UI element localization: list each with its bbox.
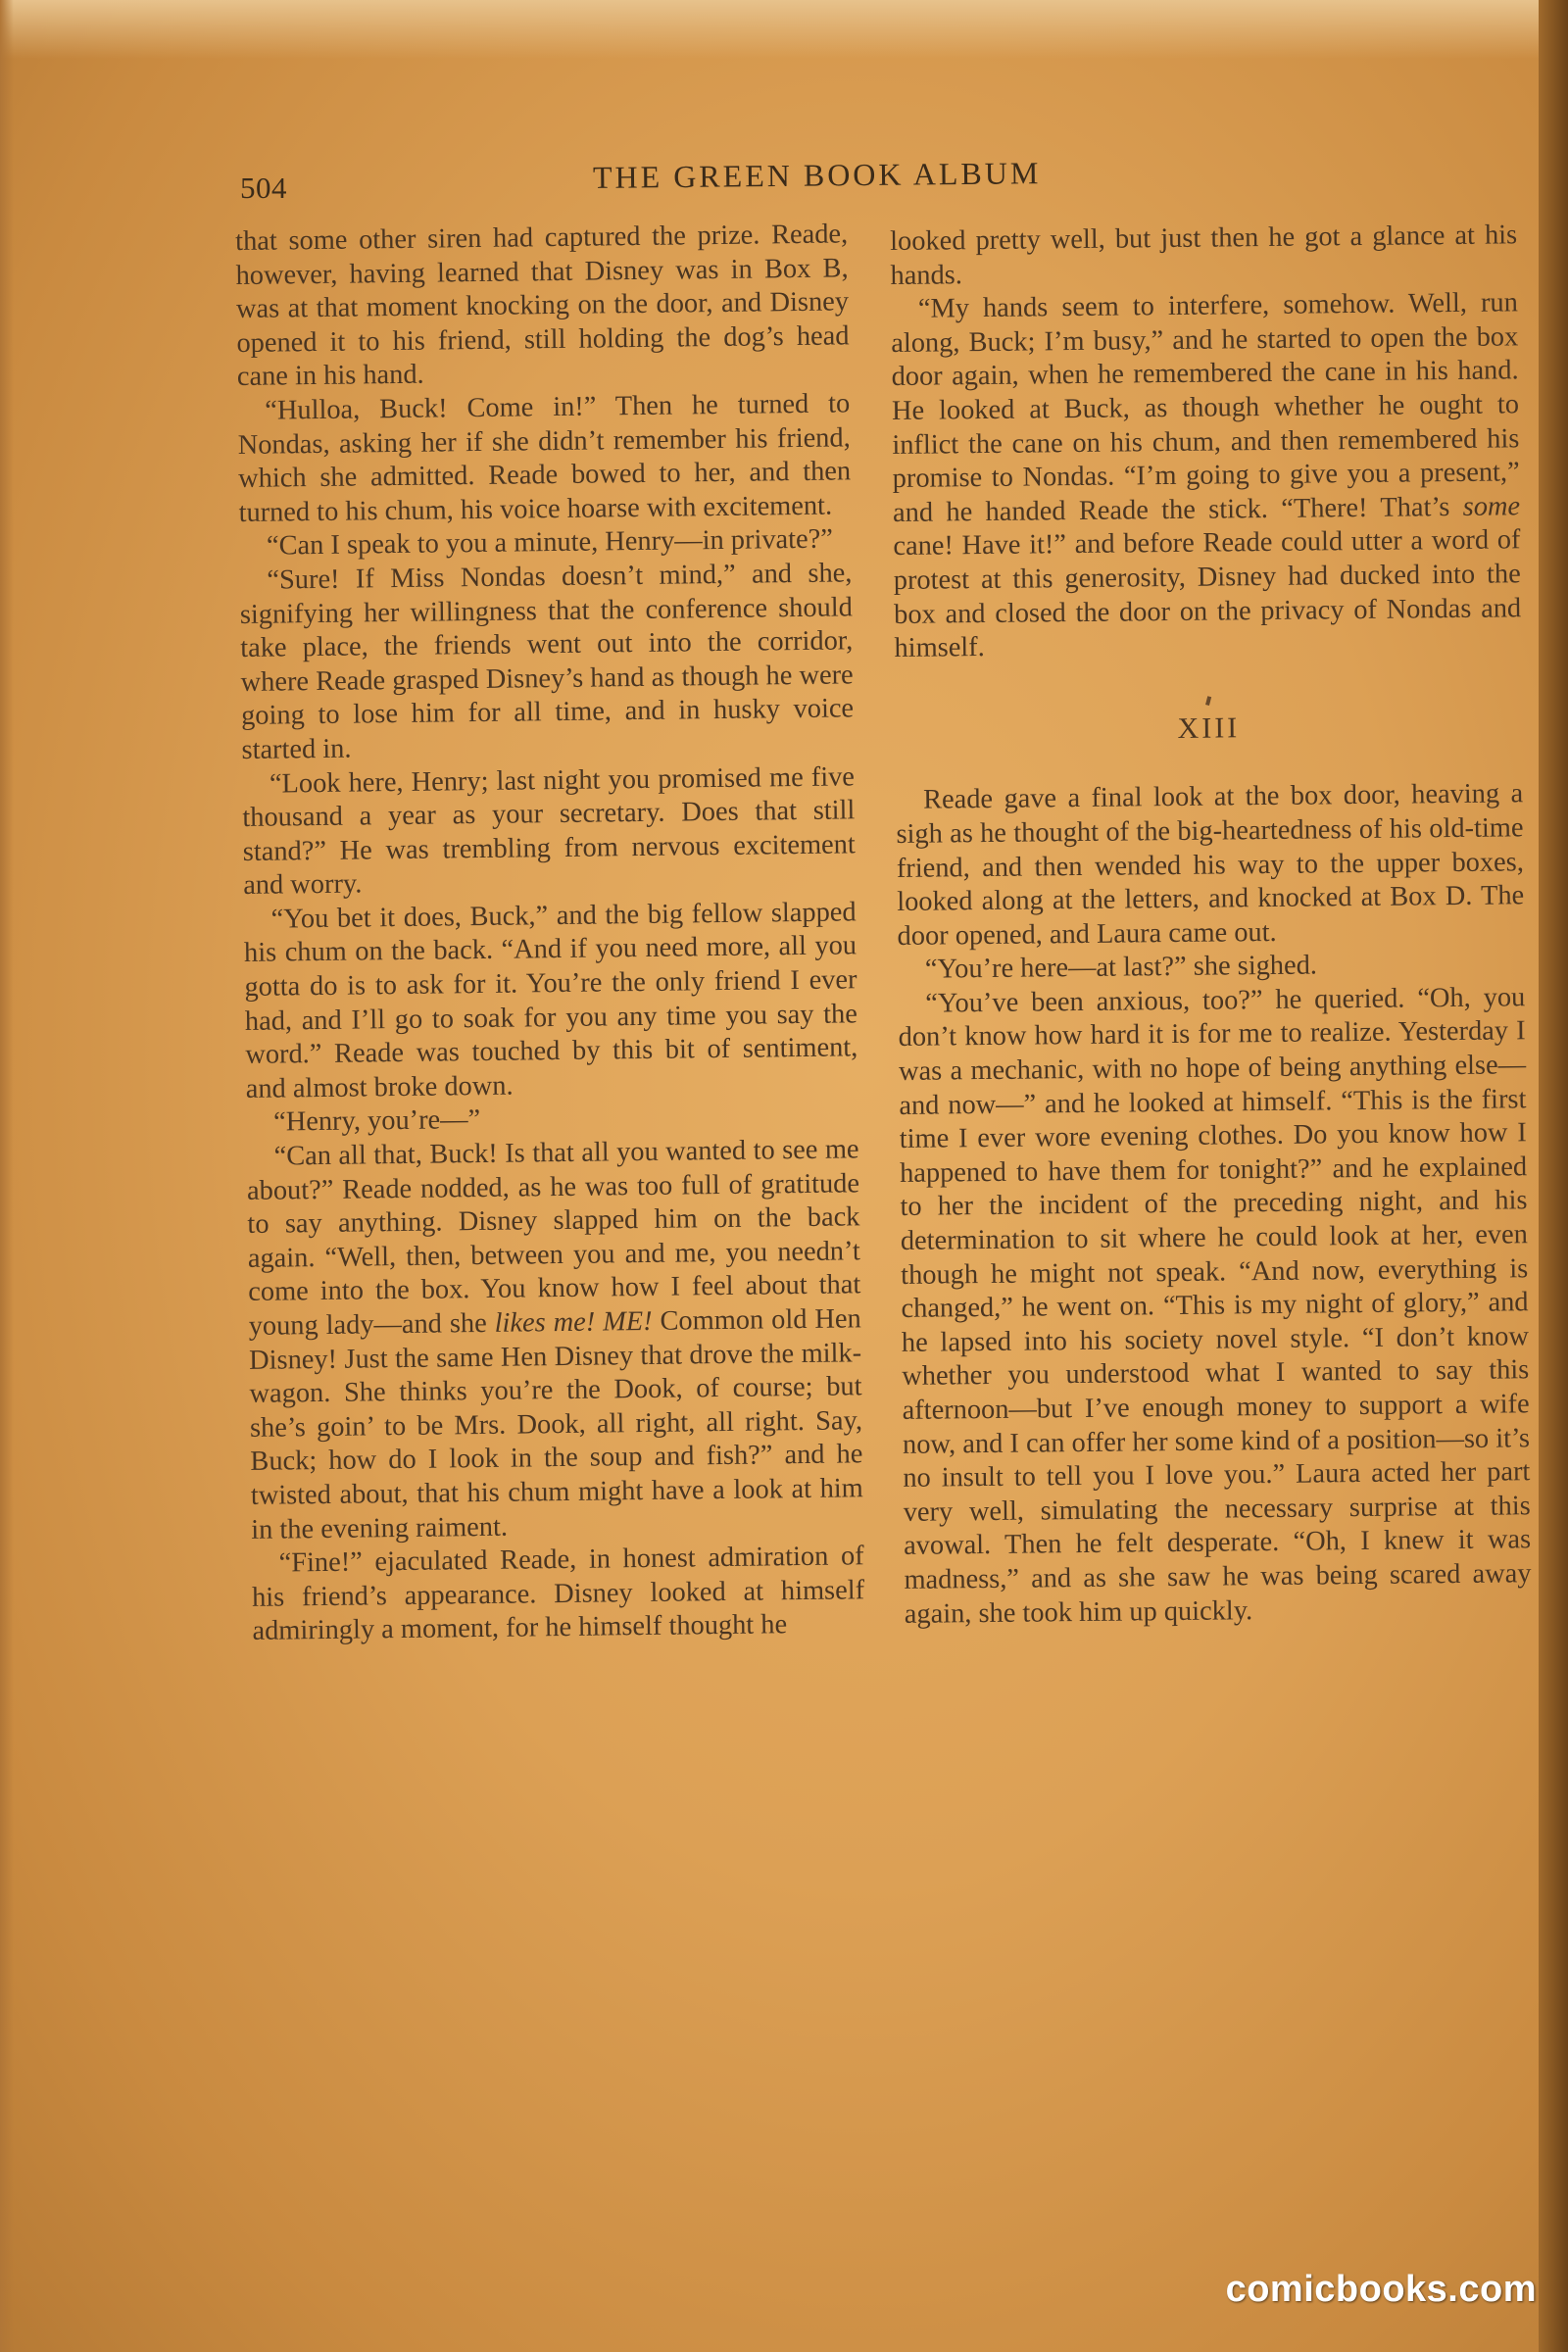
ink-mark (895, 677, 1522, 694)
text-run: cane! Have it!” and before Reade could utter a word of protest at this generosity, Disney had ducked into the box and closed the door on the privacy of Nondas and himself. (893, 524, 1522, 664)
emphasized-text: some (1462, 491, 1521, 522)
paragraph: “Sure! If Miss Nondas doesn’t mind,” and she, signifying her willingness that the conference should take place, the friends went out into the corridor, where Reade grasped Disney’s hand as though he were going to lose him for all time, and in husky voice started in. (239, 558, 855, 765)
paragraph (246, 1133, 863, 1547)
ink-speck (1205, 696, 1211, 706)
paragraph: “Henry, you’re—” (272, 1104, 481, 1139)
section-heading: XIII (1177, 711, 1241, 745)
running-head: THE GREEN BOOK ALBUM (592, 155, 1042, 195)
paragraph (891, 286, 1522, 665)
site-watermark: comicbooks.com (1225, 2269, 1537, 2310)
page-edge-shadow (0, 0, 14, 2352)
text-run: Common old Hen Disney! Just the same Hen Disney that drove the milk-wagon. She thinks you’re the Dook, of course; but she’s goin’ to be Mrs. Dook, all right, all right. Say, Buck; how do I look in the soup and fish?” and he twisted about, that his chum might have a look at him in the evening raiment. (248, 1303, 863, 1545)
left-column (235, 218, 865, 1648)
emphasized-text: likes me! ME! (494, 1305, 653, 1339)
paragraph: looked pretty well, but just then he got a glance at his hands. (890, 220, 1518, 291)
paragraph: “Fine!” ejaculated Reade, in honest admiration of his friend’s appearance. Disney looked at himself admiringly a moment, for he himself thought he (251, 1541, 865, 1647)
paragraph: “Can I speak to you a minute, Henry—in private?” (266, 523, 834, 562)
paragraph: that some other siren had captured the prize. Reade, however, having learned that Disney was in Box B, was at that moment knocking on the door, and Disney opened it to his friend, still holding the dog’s head cane in his hand. (235, 219, 850, 393)
text-run: “My hands seem to interfere, somehow. Well, run along, Buck; I’m busy,” and he started to open the box door again, when he remembered the cane in his hand. He looked at Buck, as though whether he ought to inflict the cane on his chum, and then remembered his promise to Nondas. “I’m going to give you a present,” and he handed Reade the stick. “There! That’s (891, 287, 1520, 528)
paragraph: Reade gave a final look at the box door, heaving a sigh as he thought of the big-heartedness of his old-time friend, and then wended his way to the upper boxes, looked along at the letters, and knocked at Box D. The door opened, and Laura came out. (896, 778, 1525, 952)
right-column (890, 219, 1532, 1632)
paragraph: “You bet it does, Buck,” and the big fellow slapped his chum on the back. “And if you need more, all you gotta do is to ask for it. You’re the only friend I ever had, and I’ll go to soak for you any time you say the word.” Reade was touched by this bit of sentiment, and almost broke down. (243, 897, 858, 1104)
text-run: “Can all that, Buck! Is that all you wanted to see me about?” Reade nodded, as he was too full of gratitude to say anything. Disney slapped him on the back again. “Well, then, between you and me, you needn’t come into the box. You know how I feel about that young lady—and she (246, 1134, 861, 1342)
paragraph: “Look here, Henry; last night you promised me five thousand a year as your secretary. Does that still stand?” He was trembling from nervous excitement and worry. (242, 760, 856, 902)
page-number: 504 (240, 171, 287, 205)
paragraph: “You’ve been anxious, too?” he queried. “Oh, you don’t know how hard it is for me to realize. Yesterday I was a mechanic, with no hope of being anything else—and now—” and he looked at himself. “This is the first time I ever wore evening clothes. Do you know how I happened to have them for tonight?” and he explained to her the incident of the preceding night, and his determination to sit where he could look at her, even though he might not speak. “And now, everything is changed,” he went on. “This is my night of glory,” and he lapsed into his society novel style. “I don’t know whether you understood what I wanted to say this afternoon—but I’ve enough money to support a wife now, and I can offer her some kind of a position—so it’s no insult to tell you I love you.” Laura acted her part very well, simulating the necessary surprise at this avowal. Then he felt desperate. “Oh, I knew it was madness,” and as she saw he was being scared away again, she took him up quickly. (898, 982, 1532, 1630)
paragraph: “Hulloa, Buck! Come in!” Then he turned to Nondas, asking her if she didn’t remember his friend, which she admitted. Reade bowed to her, and then turned to his chum, his voice hoarse with excitement. (237, 388, 852, 528)
paragraph: “You’re here—at last?” she sighed. (924, 950, 1318, 985)
